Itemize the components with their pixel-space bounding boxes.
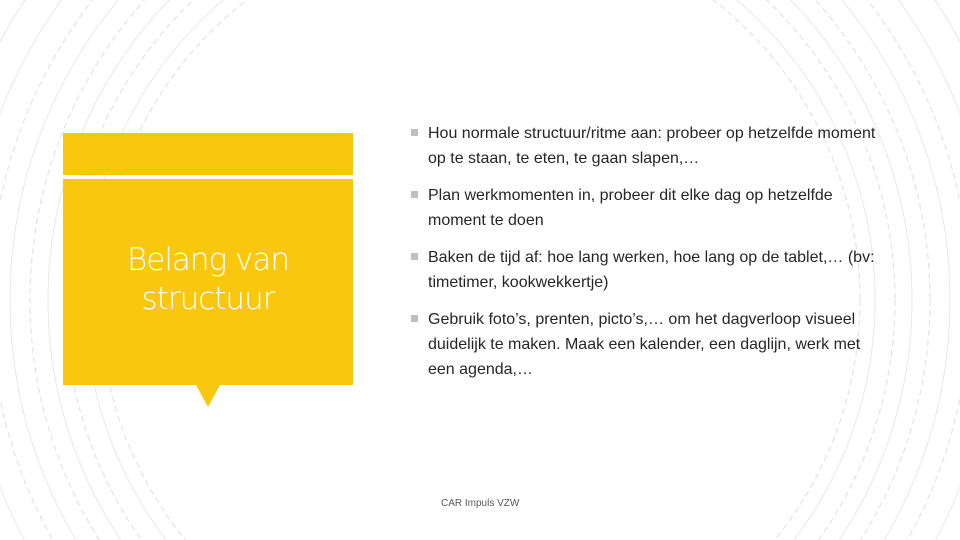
bullet-item: [408, 307, 878, 382]
square-bullet-icon: [411, 129, 418, 136]
square-bullet-icon: [411, 315, 418, 322]
bullet-text: Gebruik foto’s, prenten, picto’s,… om het dagverloop visueel duidelijk te maken. Maak een kalender, een daglijn, werk met een agenda,…: [428, 311, 861, 378]
bullet-text: Plan werkmomenten in, probeer dit elke dag op hetzelfde moment te doen: [428, 187, 833, 229]
footer-text: CAR Impuls VZW: [441, 498, 520, 509]
bullet-list: [408, 121, 878, 394]
square-bullet-icon: [411, 191, 418, 198]
square-bullet-icon: [411, 253, 418, 260]
bullet-text: Hou normale structuur/ritme aan: probeer op hetzelfde moment op te staan, te eten, te gaan slapen,…: [428, 125, 876, 167]
accent-bar: [63, 133, 353, 175]
bullet-item: [408, 245, 878, 295]
bullet-text: Baken de tijd af: hoe lang werken, hoe lang op de tablet,… (bv: timetimer, kookwekkertje): [428, 249, 875, 291]
slide-title: Belang van structuur: [126, 242, 290, 317]
bullet-item: [408, 121, 878, 171]
title-panel-pointer: [196, 385, 220, 407]
bullet-item: [408, 183, 878, 233]
